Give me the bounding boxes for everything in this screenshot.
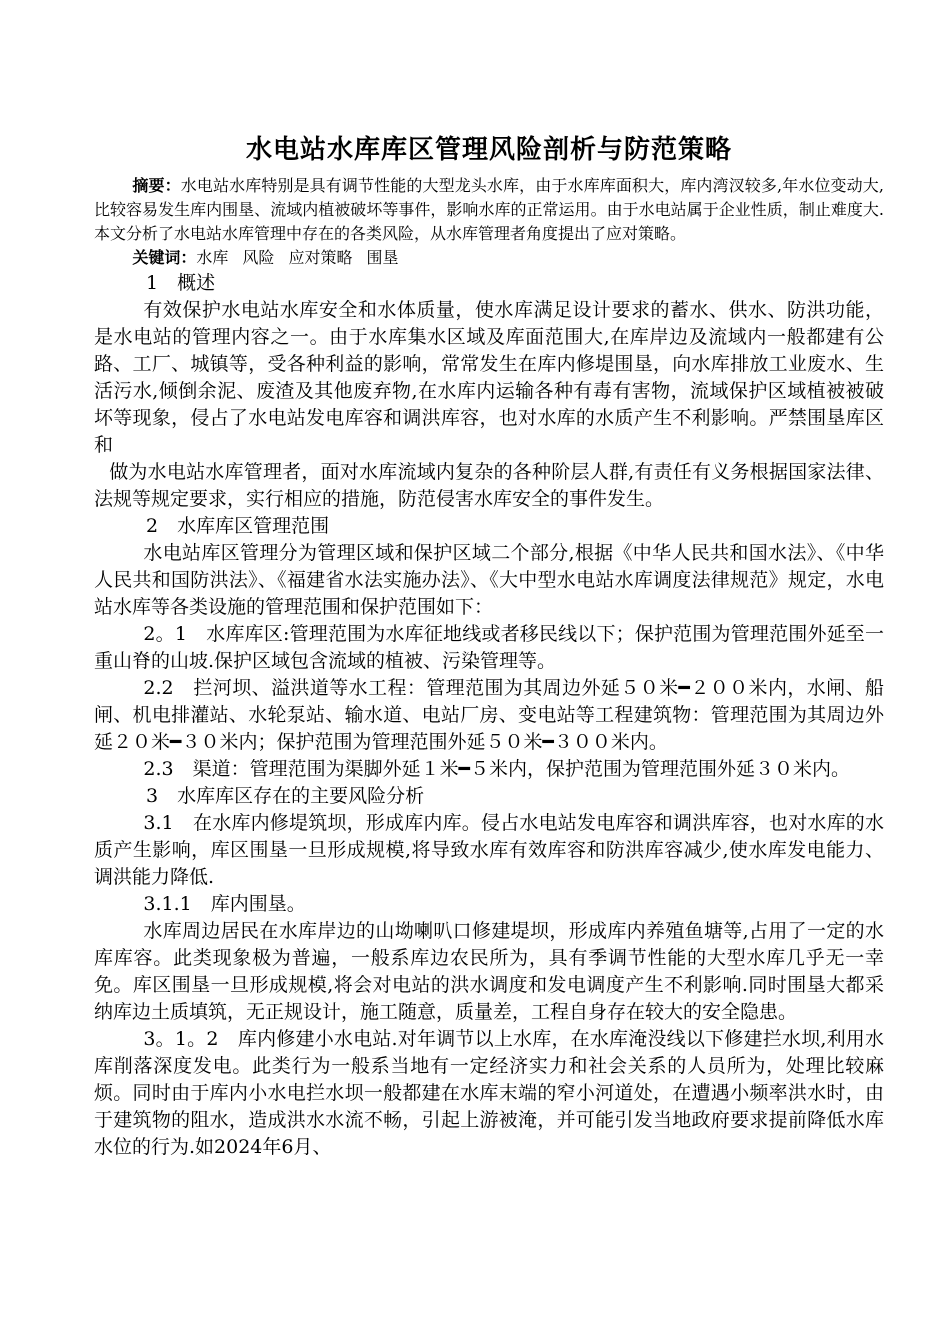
keywords — [94, 246, 884, 270]
paragraph: 2.2 拦河坝、溢洪道等水工程：管理范围为其周边外延５０米━２００米内，水闸、船闸、机电排灌站、水轮泵站、输水道、电站厂房、变电站等工程建筑物：管理范围为其周边外延２０米━３０米内；保护范围为管理范围外延５０米━３００米内。 — [94, 677, 884, 753]
keywords-label: 关键词： — [132, 248, 197, 267]
paragraph: 3.1 在水库内修堤筑坝，形成库内库。侵占水电站发电库容和调洪库容，也对水库的水质产生影响，库区围垦一旦形成规模,将导致水库有效库容和防洪库容减少,使水库发电能力、调洪能力降低. — [94, 812, 884, 888]
section-heading-1: 1 概述 — [146, 272, 216, 294]
abstract-label: 摘要： — [132, 176, 181, 195]
paragraph: 做为水电站水库管理者，面对水库流域内复杂的各种阶层人群,有责任有义务根据国家法律、法规等规定要求，实行相应的措施，防范侵害水库安全的事件发生。 — [94, 461, 884, 510]
abstract-text: 水电站水库特别是具有调节性能的大型龙头水库，由于水库库面积大，库内湾汊较多,年水位变动大,比较容易发生库内围垦、流域内植被破坏等事件，影响水库的正常运用。由于水电站属于企业性质，制止难度大.本文分析了水电站水库管理中存在的各类风险，从水库管理者角度提出了应对策略。 — [94, 176, 884, 243]
section-heading-3: 3 水库库区存在的主要风险分析 — [146, 785, 425, 807]
paragraph: 水电站库区管理分为管理区域和保护区域二个部分,根据《中华人民共和国水法》、《中华人民共和国防洪法》、《福建省水法实施办法》、《大中型水电站水库调度法律规范》规定，水电站水库等各类设施的管理范围和保护范围如下： — [94, 542, 884, 618]
section-heading-2: 2 水库库区管理范围 — [146, 515, 330, 537]
paragraph: 2。1 水库库区:管理范围为水库征地线或者移民线以下；保护范围为管理范围外延至一重山脊的山坡.保护区域包含流域的植被、污染管理等。 — [94, 623, 884, 672]
keyword: 围垦 — [366, 248, 399, 267]
abstract — [94, 174, 884, 246]
paragraph: 水库周边居民在水库岸边的山坳喇叭口修建堤坝，形成库内养殖鱼塘等,占用了一定的水库库容。此类现象极为普遍，一般系库边农民所为，具有季调节性能的大型水库几乎无一幸免。库区围垦一旦形成规模,将会对电站的洪水调度和发电调度产生不利影响.同时围垦大都采纳库边土质填筑，无正规设计，施工随意，质量差，工程自身存在较大的安全隐患。 — [94, 920, 884, 1023]
keyword: 应对策略 — [288, 248, 353, 267]
page-title: 水电站水库库区管理风险剖析与防范策略 — [245, 135, 732, 165]
paragraph: 3。1。2 库内修建小水电站.对年调节以上水库，在水库淹没线以下修建拦水坝,利用水库削落深度发电。此类行为一般系当地有一定经济实力和社会关系的人员所为，处理比较麻烦。同时由于库内小水电拦水坝一般都建在水库末端的窄小河道处，在遭遇小频率洪水时，由于建筑物的阻水，造成洪水水流不畅，引起上游被淹，并可能引发当地政府要求提前降低水库水位的行为.如2024年6月、 — [94, 1028, 884, 1158]
document-page — [94, 130, 884, 1161]
paragraph: 有效保护水电站水库安全和水体质量，使水库满足设计要求的蓄水、供水、防洪功能，是水电站的管理内容之一。由于水库集水区域及库面范围大,在库岸边及流域内一般都建有公路、工厂、城镇等，受各种利益的影响，常常发生在库内修堤围垦，向水库排放工业废水、生活污水,倾倒余泥、废渣及其他废弃物,在水库内运输各种有毒有害物，流域保护区域植被被破坏等现象，侵占了水电站发电库容和调洪库容，也对水库的水质产生不利影响。严禁围垦库区和 — [94, 299, 884, 456]
paragraph: 2.3 渠道：管理范围为渠脚外延１米━５米内，保护范围为管理范围外延３０米内。 — [143, 758, 851, 780]
keyword: 风险 — [242, 248, 275, 267]
keyword: 水库 — [196, 248, 229, 267]
subsection-heading: 3.1.1 库内围垦。 — [143, 893, 306, 915]
